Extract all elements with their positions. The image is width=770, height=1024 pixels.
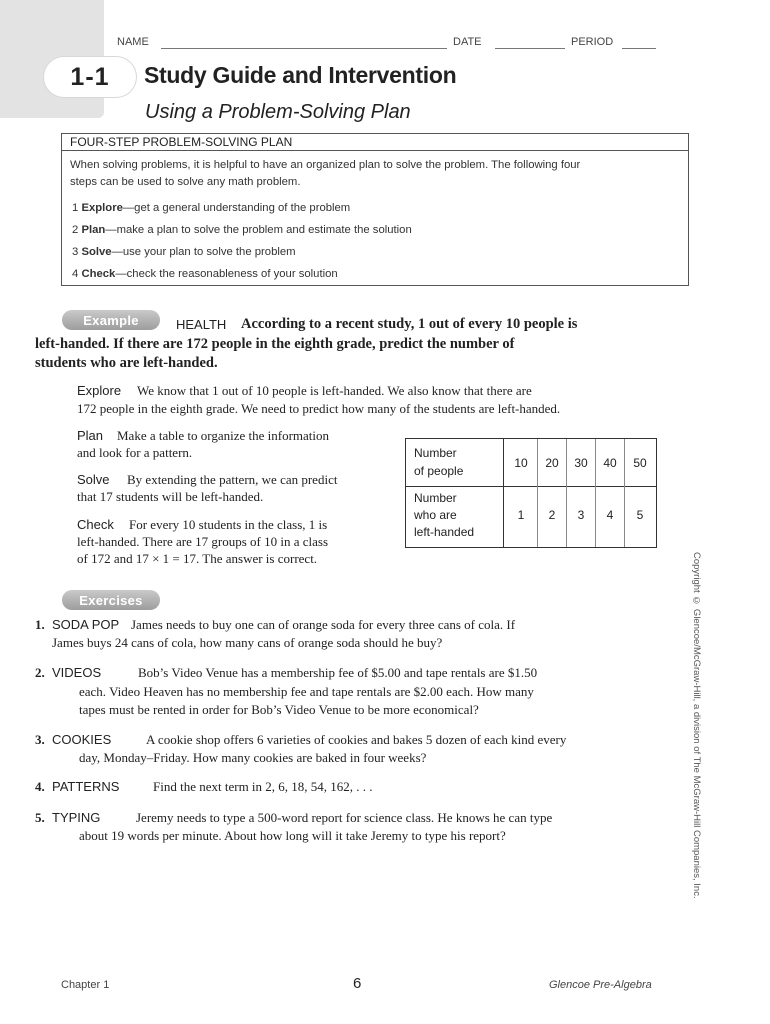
- plan-line-2: and look for a pattern.: [77, 445, 193, 460]
- step-text: —make a plan to solve the problem and estimate the solution: [105, 224, 412, 236]
- plan-intro-line-1: When solving problems, it is helpful to have an organized plan to solve the problem. The following four: [70, 159, 581, 171]
- row1-label-b: of people: [414, 464, 464, 478]
- name-label: NAME: [117, 36, 149, 48]
- plan-step-3: [72, 246, 296, 258]
- page-subtitle: Using a Problem-Solving Plan: [145, 101, 411, 123]
- page-title: Study Guide and Intervention: [144, 62, 457, 88]
- solve-line-1: By extending the pattern, we can predict: [127, 472, 338, 487]
- exercise-5-line-1: Jeremy needs to type a 500-word report for science class. He knows he can type: [136, 810, 553, 825]
- plan-step-4: [72, 268, 338, 280]
- check-line-1: For every 10 students in the class, 1 is: [129, 517, 328, 532]
- step-number: 3: [72, 246, 79, 258]
- footer-book-title: Glencoe Pre-Algebra: [549, 979, 652, 991]
- exercise-topic: TYPING: [52, 810, 101, 825]
- exercise-topic: COOKIES: [52, 732, 112, 747]
- period-field-line[interactable]: [622, 48, 656, 49]
- plan-box-heading: FOUR-STEP PROBLEM-SOLVING PLAN: [70, 135, 293, 149]
- explore-term: Explore: [77, 383, 122, 398]
- example-badge: Example: [62, 310, 160, 330]
- step-text: —check the reasonableness of your solution: [115, 268, 338, 280]
- table-row-divider: [406, 486, 656, 487]
- example-prompt-line-2: left-handed. If there are 172 people in the eighth grade, predict the number of: [35, 336, 515, 352]
- exercise-number: 3.: [35, 732, 45, 747]
- check-line-3: of 172 and 17 × 1 = 17. The answer is correct.: [77, 551, 318, 566]
- step-text: —get a general understanding of the problem: [122, 202, 351, 214]
- plan-line-1: Make a table to organize the information: [117, 428, 330, 443]
- exercise-number: 2.: [35, 665, 45, 680]
- explore-line-1: We know that 1 out of 10 people is left-handed. We also know that there are: [137, 383, 532, 398]
- exercise-2-line-1: Bob’s Video Venue has a membership fee of $5.00 and tape rentals are $1.50: [138, 665, 538, 680]
- copyright-notice: Copyright © Glencoe/McGraw-Hill, a division of The McGraw-Hill Companies, Inc.: [691, 552, 702, 899]
- name-field-line[interactable]: [161, 48, 447, 49]
- exercise-number: 4.: [35, 779, 45, 794]
- exercise-topic: PATTERNS: [52, 779, 120, 794]
- exercise-number: 5.: [35, 810, 45, 825]
- table-cell: 40: [603, 456, 617, 470]
- exercise-2-line-3: tapes must be rented in order for Bob’s Video Venue to be more economical?: [79, 702, 479, 717]
- step-number: 1: [72, 202, 79, 214]
- exercise-1-line-2: James buys 24 cans of cola, how many cans of orange soda should he buy?: [52, 635, 443, 650]
- step-term: Plan: [81, 224, 106, 236]
- exercise-3-line-2: day, Monday–Friday. How many cookies are baked in four weeks?: [79, 750, 427, 765]
- explore-line-2: 172 people in the eighth grade. We need to predict how many of the students are left-handed.: [77, 401, 561, 416]
- table-cell: 5: [636, 508, 644, 522]
- exercise-1-line-1: James needs to buy one can of orange soda for every three cans of cola. If: [131, 617, 516, 632]
- table-cell: 1: [517, 508, 525, 522]
- date-field-line[interactable]: [495, 48, 565, 49]
- plan-step-1: [72, 202, 350, 214]
- exercise-number: 1.: [35, 617, 45, 632]
- lesson-number-badge: 1-1: [44, 57, 136, 97]
- example-prompt-line-1: According to a recent study, 1 out of every 10 people is: [241, 316, 578, 332]
- plan-intro-line-2: steps can be used to solve any math problem.: [70, 176, 301, 188]
- table-cell: 2: [548, 508, 556, 522]
- date-label: DATE: [453, 36, 482, 48]
- table-cell: 4: [606, 508, 614, 522]
- row2-label-b: who are: [414, 508, 457, 522]
- problem-solving-plan-box: [61, 133, 689, 286]
- exercise-topic: SODA POP: [52, 617, 120, 632]
- table-label-divider: [503, 439, 504, 547]
- exercise-2-line-2: each. Video Heaven has no membership fee and tape rentals are $2.00 each. How many: [79, 684, 534, 699]
- plan-step-2: [72, 224, 412, 236]
- period-label: PERIOD: [571, 36, 614, 48]
- check-line-2: left-handed. There are 17 groups of 10 in a class: [77, 534, 329, 549]
- footer-chapter: Chapter 1: [61, 979, 110, 991]
- plan-term: Plan: [77, 428, 104, 443]
- exercise-5-line-2: about 19 words per minute. About how long will it take Jeremy to type his report?: [79, 828, 506, 843]
- exercise-3-line-1: A cookie shop offers 6 varieties of cookies and bakes 5 dozen of each kind every: [146, 732, 567, 747]
- table-cell: 50: [633, 456, 647, 470]
- table-cell: 30: [574, 456, 588, 470]
- exercise-4-line-1: Find the next term in 2, 6, 18, 54, 162, . . .: [153, 779, 373, 794]
- step-text: —use your plan to solve the problem: [111, 246, 296, 258]
- step-term: Check: [81, 268, 116, 280]
- table-cell: 10: [514, 456, 528, 470]
- footer-page-number: 6: [353, 975, 362, 992]
- example-prompt-line-3: students who are left-handed.: [35, 355, 218, 371]
- row2-label-c: left-handed: [414, 525, 475, 539]
- table-cell: 3: [577, 508, 585, 522]
- table-cell: 20: [545, 456, 559, 470]
- step-number: 2: [72, 224, 79, 236]
- row1-label-a: Number: [414, 446, 457, 460]
- exercises-badge: Exercises: [62, 590, 160, 610]
- step-term: Solve: [81, 246, 112, 258]
- solve-term: Solve: [77, 472, 110, 487]
- pattern-table: [405, 438, 657, 548]
- exercise-topic: VIDEOS: [52, 665, 102, 680]
- step-number: 4: [72, 268, 79, 280]
- step-term: Explore: [81, 202, 123, 214]
- solve-line-2: that 17 students will be left-handed.: [77, 489, 264, 504]
- example-topic: HEALTH: [176, 317, 227, 332]
- row2-label-a: Number: [414, 491, 457, 505]
- check-term: Check: [77, 517, 114, 532]
